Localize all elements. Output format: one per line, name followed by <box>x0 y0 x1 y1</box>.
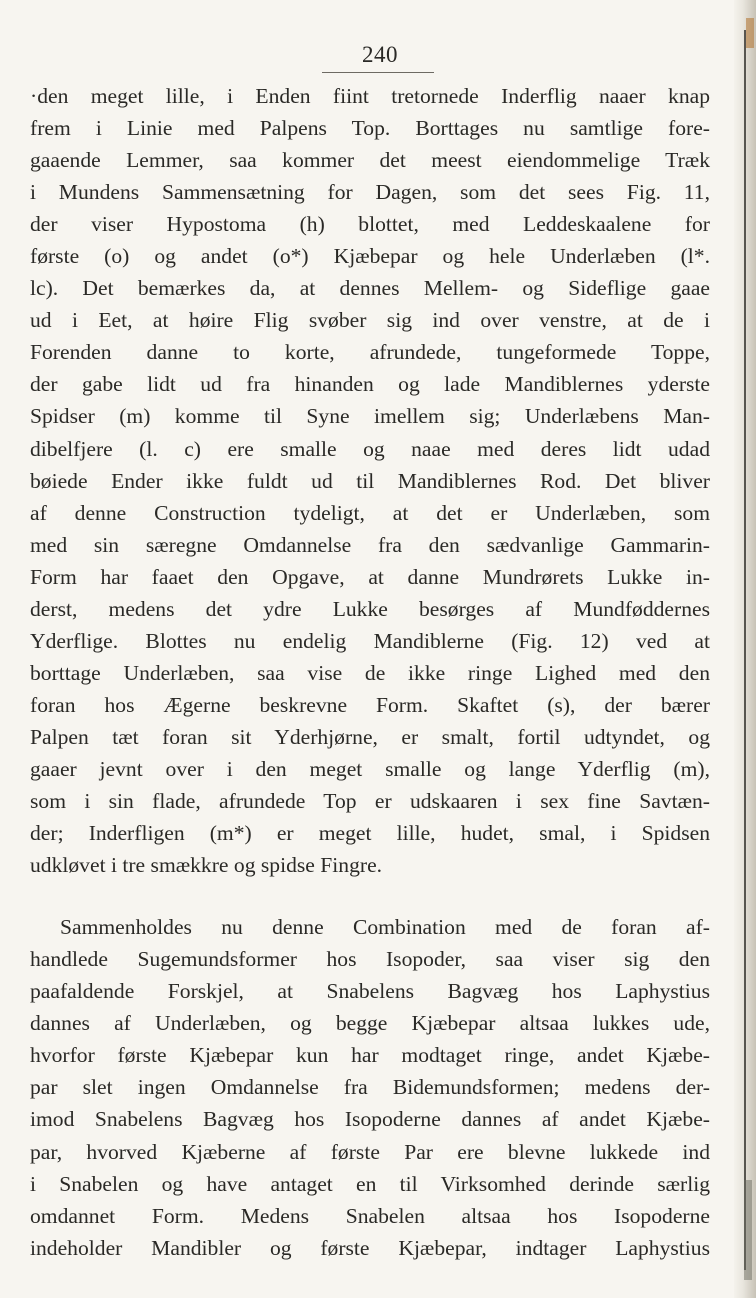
text-line: omdannet Form. Medens Snabelen altsaa hos Isopoderne <box>30 1203 710 1228</box>
text-line: handlede Sugemundsformer hos Isopoder, saa viser sig den <box>30 947 710 972</box>
text-line: gaaer jevnt over i den meget smalle og lange Yderflig (m), <box>30 756 710 781</box>
edge-shadow <box>744 1180 752 1280</box>
text-line: foran hos Ægerne beskrevne Form. Skaftet (s), der bærer <box>30 692 710 717</box>
text-line: i Snabelen og have antaget en til Virksomhed derinde særlig <box>30 1171 710 1196</box>
text-line: i Mundens Sammensætning for Dagen, som det sees Fig. 11, <box>30 180 710 205</box>
text-line: ·den meget lille, i Enden fiint tretornede Inderflig naaer knap <box>30 84 710 108</box>
text-line: der; Inderfligen (m*) er meget lille, hudet, smal, i Spidsen <box>30 821 710 846</box>
text-line: par, hvorved Kjæberne af første Par ere blevne lukkede ind <box>30 1139 710 1164</box>
text-line: udkløvet i tre smækkre og spidse Fingre. <box>30 853 383 878</box>
text-line: dannes af Underlæben, og begge Kjæbepar altsaa lukkes ude, <box>30 1011 710 1036</box>
text-line: par slet ingen Omdannelse fra Bidemundsformen; medens der- <box>30 1075 710 1100</box>
text-line: Palpen tæt foran sit Yderhjørne, er smalt, fortil udtyndet, og <box>30 724 710 749</box>
text-line: lc). Det bemærkes da, at dennes Mellem- og Sideflige gaae <box>30 276 710 301</box>
text-line: paafaldende Forskjel, at Snabelens Bagvæg hos Laphystius <box>30 979 710 1004</box>
text-line: Form har faaet den Opgave, at danne Mundrørets Lukke in- <box>30 564 710 589</box>
page-number-rule <box>322 72 434 73</box>
body-text <box>30 80 710 1264</box>
paragraph-1 <box>30 80 710 881</box>
paragraph-gap <box>30 881 710 911</box>
text-line: indeholder Mandibler og første Kjæbepar, indtager Laphystius <box>30 1235 710 1260</box>
text-line: hvorfor første Kjæbepar kun har modtaget ringe, andet Kjæbe- <box>30 1043 710 1068</box>
text-line: gaaende Lemmer, saa kommer det meest eiendommelige Træk <box>30 148 710 173</box>
text-line: ud i Eet, at høire Flig svøber sig ind over venstre, at de i <box>30 308 710 333</box>
binding-line <box>744 30 746 1270</box>
text-line: bøiede Ender ikke fuldt ud til Mandiblernes Rod. Det bliver <box>30 468 710 493</box>
text-line: dibelfjere (l. c) ere smalle og naae med deres lidt udad <box>30 436 710 461</box>
paragraph-2 <box>30 911 710 1264</box>
text-line: derst, medens det ydre Lukke besørges af Mundføddernes <box>30 596 710 621</box>
text-line: imod Snabelens Bagvæg hos Isopoderne dannes af andet Kjæbe- <box>30 1107 710 1132</box>
text-line: Spidser (m) komme til Syne imellem sig; Underlæbens Man- <box>30 404 710 429</box>
text-line: Yderflige. Blottes nu endelig Mandiblerne (Fig. 12) ved at <box>30 628 710 653</box>
text-line: der gabe lidt ud fra hinanden og lade Mandiblernes yderste <box>30 372 710 397</box>
text-line: frem i Linie med Palpens Top. Borttages nu samtlige fore- <box>30 116 710 141</box>
text-line: af denne Construction tydeligt, at det er Underlæben, som <box>30 500 710 525</box>
page-number: 240 <box>362 42 398 67</box>
text-line: Forenden danne to korte, afrundede, tungeformede Toppe, <box>30 340 710 365</box>
text-line: som i sin flade, afrundede Top er udskaaren i sex fine Savtæn- <box>30 789 710 814</box>
edge-stain <box>746 18 754 48</box>
text-line: borttage Underlæben, saa vise de ikke ringe Lighed med den <box>30 660 710 685</box>
text-line: der viser Hypostoma (h) blottet, med Leddeskaalene for <box>30 212 710 237</box>
text-line: Sammenholdes nu denne Combination med de foran af- <box>60 915 710 940</box>
text-line: med sin særegne Omdannelse fra den sædvanlige Gammarin- <box>30 532 710 557</box>
text-line: første (o) og andet (o*) Kjæbepar og hele Underlæben (l*. <box>30 244 710 269</box>
